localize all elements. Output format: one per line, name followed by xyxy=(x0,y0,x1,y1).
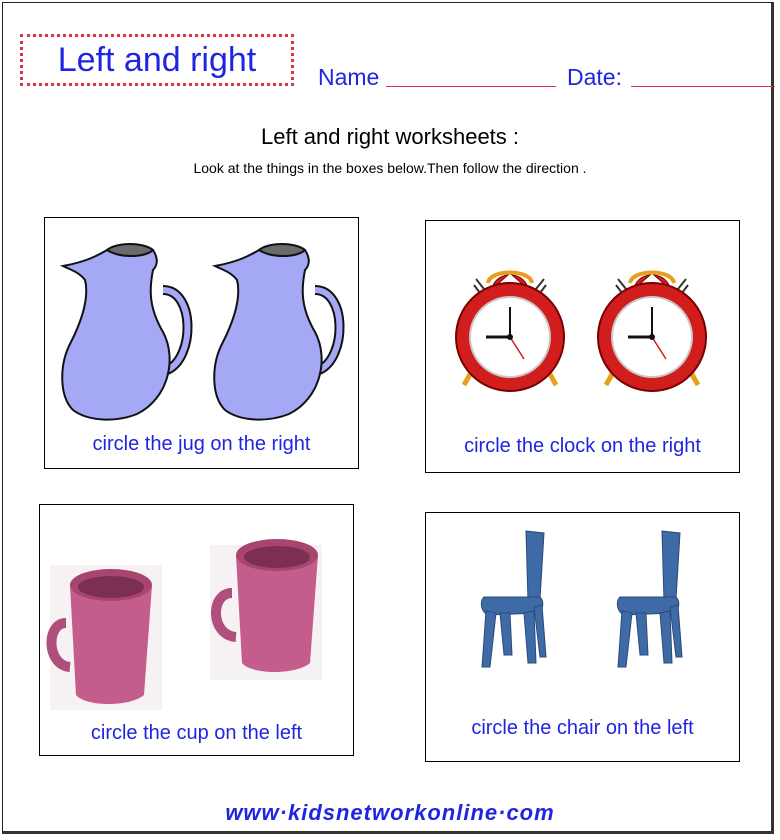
chair-box xyxy=(425,512,740,762)
name-label: Name xyxy=(318,64,380,90)
page-title: Left and right xyxy=(57,41,257,79)
cup-icon[interactable] xyxy=(210,539,322,680)
instruction-text: Look at the things in the boxes below.Then follow the direction . xyxy=(193,160,587,176)
worksheet-heading: Left and right worksheets : xyxy=(260,124,520,149)
chair-caption: circle the chair on the left xyxy=(471,717,694,739)
alarm-clock-icon[interactable] xyxy=(456,273,564,392)
cup-pair xyxy=(40,535,353,715)
title-box xyxy=(20,34,294,86)
date-label: Date: xyxy=(567,64,622,90)
clock-box xyxy=(425,220,740,473)
cup-icon[interactable] xyxy=(50,565,162,710)
chair-pair xyxy=(426,527,739,697)
clock-caption: circle the clock on the right xyxy=(464,435,701,457)
jug-caption: circle the jug on the right xyxy=(92,433,311,455)
chair-icon[interactable] xyxy=(617,531,682,667)
clock-pair xyxy=(426,263,739,423)
website-footer: www·kidsnetworkonline·com xyxy=(225,800,555,825)
alarm-clock-icon[interactable] xyxy=(598,273,706,392)
name-field[interactable] xyxy=(386,86,556,87)
jug-icon[interactable] xyxy=(214,244,339,420)
cup-caption: circle the cup on the left xyxy=(90,722,303,744)
jug-pair xyxy=(45,238,358,438)
cup-box xyxy=(39,504,354,756)
date-field[interactable] xyxy=(631,86,775,87)
jug-icon[interactable] xyxy=(62,244,187,420)
jug-box xyxy=(44,217,359,469)
chair-icon[interactable] xyxy=(481,531,546,667)
